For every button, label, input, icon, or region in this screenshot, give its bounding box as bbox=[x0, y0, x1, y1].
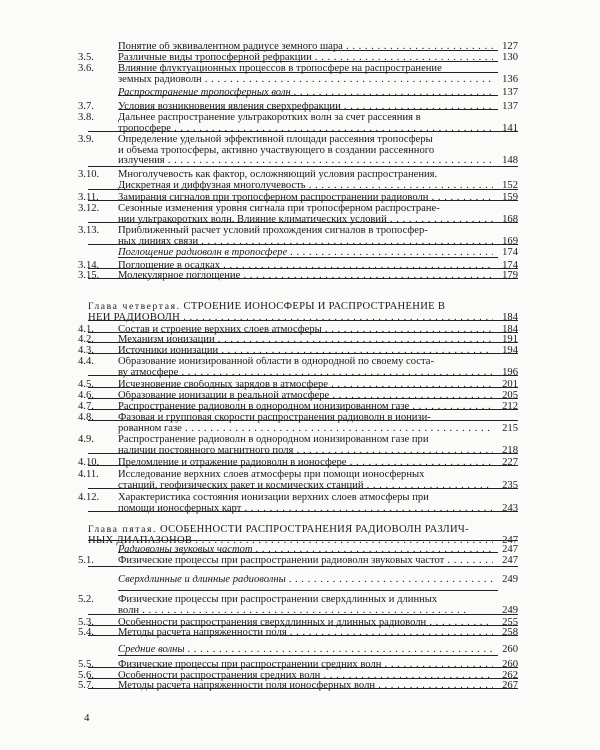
entry-title bbox=[118, 271, 493, 282]
entry-line: излучения bbox=[118, 156, 165, 166]
rule-line bbox=[88, 453, 518, 454]
entry-line: Состав и строение верхних слоев атмосферы bbox=[118, 325, 322, 335]
entry-line: и объема тропосферы, активно участвующего в создании рассеянного bbox=[118, 145, 435, 156]
page-ref: 258 bbox=[502, 627, 518, 638]
chapter-label: Глава пятая. bbox=[88, 525, 158, 535]
section-number: 5.5. bbox=[78, 659, 94, 670]
rule-line bbox=[88, 688, 518, 689]
entry-line: Условия возникновения явления сверхрефракции bbox=[118, 102, 341, 112]
page-ref: 212 bbox=[502, 401, 518, 412]
chapter-label: Глава четвертая. bbox=[88, 302, 181, 312]
subsection-title bbox=[118, 88, 493, 99]
rule-line bbox=[88, 465, 518, 466]
entry-line: тропосфере bbox=[118, 123, 171, 134]
page-ref: 205 bbox=[502, 390, 518, 401]
page-ref: 191 bbox=[502, 334, 518, 345]
page-ref: 136 bbox=[502, 73, 518, 85]
entry-line: Фазовая и групповая скорости распространения радиоволн в ионизи- bbox=[118, 413, 431, 423]
section-number: 4.7. bbox=[78, 401, 94, 412]
page-ref: 262 bbox=[502, 670, 518, 681]
section-number: 4.9. bbox=[78, 434, 94, 445]
page-ref: 243 bbox=[502, 502, 518, 514]
subsection-title bbox=[118, 575, 493, 586]
page-ref: 196 bbox=[502, 366, 518, 378]
entry-line: Методы расчета напряженности поля ионосферных волн bbox=[118, 681, 376, 691]
entry-line: Методы расчета напряженности поля bbox=[118, 628, 287, 638]
entry-line: станций, геофизических ракет и космических станций bbox=[118, 480, 364, 491]
rule-line bbox=[88, 635, 518, 636]
page-ref: 235 bbox=[502, 479, 518, 491]
rule-line bbox=[118, 655, 498, 656]
entry-line: Характеристика состояния ионизации верхних слоев атмосферы при bbox=[118, 493, 429, 503]
entry-line: Распространение радиоволн в однородном ионизированном газе при bbox=[118, 435, 429, 445]
rule-line bbox=[88, 566, 518, 567]
entry-line: Особенности распространения средних волн bbox=[118, 671, 321, 681]
rule-line bbox=[88, 189, 518, 190]
entry-line: Механизм ионизации bbox=[118, 335, 215, 345]
rule-line bbox=[118, 95, 498, 96]
rule-line bbox=[88, 375, 518, 376]
section-number: 3.9. bbox=[78, 134, 94, 145]
section-number: 5.7. bbox=[78, 680, 94, 691]
page-ref: 184 bbox=[502, 324, 518, 335]
entry-line: нии ультракоротких волн. Влияние климатических условий bbox=[118, 214, 387, 225]
entry-title bbox=[118, 391, 493, 402]
page-ref: 215 bbox=[502, 422, 518, 434]
section-number: 3.8. bbox=[78, 112, 94, 123]
page-ref: 247 bbox=[502, 544, 518, 555]
page-ref: 260 bbox=[502, 644, 518, 655]
section-number: 4.2. bbox=[78, 334, 94, 345]
entry-line: Образование ионизации в реальной атмосфере bbox=[118, 391, 330, 401]
page-ref: 201 bbox=[502, 379, 518, 390]
entry-title bbox=[118, 595, 493, 616]
section-number: 3.15. bbox=[78, 270, 100, 281]
rule-line bbox=[88, 398, 518, 399]
entry-line: Средние волны bbox=[118, 645, 185, 655]
section-number: 4.11. bbox=[78, 469, 99, 480]
entry-title bbox=[118, 335, 493, 346]
entry-title bbox=[118, 193, 493, 204]
entry-line: Физические процессы при распространении радиоволн звуковых частот bbox=[118, 556, 445, 566]
chapter-title bbox=[88, 525, 493, 546]
page-ref: 247 bbox=[502, 555, 518, 566]
page-ref: 137 bbox=[502, 101, 518, 112]
page-ref: 159 bbox=[502, 192, 518, 203]
entry-line: волн bbox=[118, 605, 140, 616]
section-number: 3.14. bbox=[78, 260, 100, 271]
page-ref: 169 bbox=[502, 235, 518, 247]
page-ref: 260 bbox=[502, 659, 518, 670]
entry-line: ОСОБЕННОСТИ РАСПРОСТРАНЕНИЯ РАДИОВОЛН РАЗЛИЧ- bbox=[160, 525, 469, 535]
rule-line bbox=[88, 200, 518, 201]
entry-line: Многолучевость как фактор, осложняющий условия распространения. bbox=[118, 170, 438, 180]
section-number: 3.5. bbox=[78, 52, 94, 63]
rule-line bbox=[88, 332, 518, 333]
section-number: 4.8. bbox=[78, 412, 94, 423]
section-number: 3.12. bbox=[78, 203, 100, 214]
entry-line: Замирания сигналов при тропосферном распространении радиоволн bbox=[118, 193, 429, 203]
entry-line: ных линиях связи bbox=[118, 236, 199, 247]
entry-title bbox=[118, 346, 493, 357]
page-ref: 174 bbox=[502, 247, 518, 258]
section-number: 5.6. bbox=[78, 670, 94, 681]
rule-line bbox=[88, 342, 518, 343]
entry-title bbox=[118, 135, 493, 167]
subsection-title bbox=[118, 545, 493, 556]
entry-line: наличии постоянного магнитного поля bbox=[118, 445, 294, 456]
entry-line: Дискретная и диффузная многолучевость bbox=[118, 180, 306, 191]
entry-line: НЫХ ДИАПАЗОНОВ bbox=[88, 535, 193, 546]
rule-line bbox=[118, 590, 498, 591]
entry-line: Молекулярное поглощение bbox=[118, 271, 241, 281]
entry-line: рованном газе bbox=[118, 423, 182, 434]
rule-line bbox=[88, 667, 518, 668]
rule-line bbox=[88, 614, 518, 615]
page-ref: 194 bbox=[502, 345, 518, 356]
section-number: 3.11. bbox=[78, 192, 99, 203]
rule-line bbox=[88, 409, 518, 410]
entry-line: Понятие об эквивалентном радиусе земного шара bbox=[118, 42, 343, 52]
rule-line bbox=[88, 166, 518, 167]
page-ref: 184 bbox=[502, 311, 518, 323]
section-number: 5.1. bbox=[78, 555, 94, 566]
entry-title bbox=[118, 170, 493, 191]
entry-title bbox=[118, 380, 493, 391]
section-number: 5.3. bbox=[78, 617, 94, 628]
rule-line bbox=[88, 420, 518, 421]
entry-line: ву атмосфере bbox=[118, 367, 179, 378]
entry-title bbox=[118, 102, 493, 113]
entry-line: земных радиоволн bbox=[118, 74, 202, 85]
entry-line: Физические процессы при распространении средних волн bbox=[118, 660, 382, 670]
page-ref: 130 bbox=[502, 52, 518, 63]
section-number: 4.5. bbox=[78, 379, 94, 390]
page-ref: 174 bbox=[502, 260, 518, 271]
rule-line bbox=[88, 222, 518, 223]
entry-title bbox=[118, 681, 493, 692]
rule-line bbox=[88, 320, 518, 321]
page-ref: 267 bbox=[502, 680, 518, 691]
page-ref: 141 bbox=[502, 122, 518, 134]
entry-line: Радиоволны звуковых частот bbox=[118, 545, 253, 555]
entry-line: Поглощение радиоволн в тропосфере bbox=[118, 248, 288, 258]
rule-line bbox=[118, 109, 498, 110]
page-ref: 249 bbox=[502, 574, 518, 585]
entry-line: Поглощение в осадках bbox=[118, 261, 221, 271]
rule-line bbox=[88, 278, 518, 279]
section-number: 3.7. bbox=[78, 101, 94, 112]
entry-title bbox=[118, 618, 493, 629]
section-number: 4.1. bbox=[78, 324, 94, 335]
rule-line bbox=[88, 540, 518, 541]
page-ref: 247 bbox=[502, 534, 518, 546]
page-ref: 218 bbox=[502, 444, 518, 456]
page-ref: 137 bbox=[502, 87, 518, 98]
page-number: 4 bbox=[84, 712, 90, 724]
entry-title bbox=[118, 458, 493, 469]
entry-line: Источники ионизации bbox=[118, 346, 219, 356]
rule-line bbox=[118, 552, 498, 553]
rule-line bbox=[88, 244, 518, 245]
section-number: 4.10. bbox=[78, 457, 100, 468]
entry-line: НЕЙ РАДИОВОЛН bbox=[88, 312, 181, 323]
entry-line: Различные виды тропосферной рефракции bbox=[118, 53, 312, 63]
section-number: 3.10. bbox=[78, 169, 100, 180]
entry-title bbox=[118, 628, 493, 639]
entry-title bbox=[118, 413, 493, 434]
rule-line bbox=[118, 50, 498, 51]
rule-line bbox=[88, 387, 518, 388]
entry-title bbox=[118, 402, 493, 413]
rule-line bbox=[88, 131, 518, 132]
entry-line: Распространение радиоволн в однородном ионизированном газе bbox=[118, 402, 410, 412]
rule-line bbox=[88, 268, 518, 269]
entry-line: Сезонные изменения уровня сигнала при тропосферном распростране- bbox=[118, 204, 440, 214]
entry-line: Влияние флуктуационных процессов в тропосфере на распространение bbox=[118, 64, 442, 74]
entry-line: Преломление и отражение радиоволн в ионосфере bbox=[118, 458, 347, 468]
rule-line bbox=[118, 257, 498, 258]
page-ref: 179 bbox=[502, 270, 518, 281]
entry-line: Распространение тропосферных волн bbox=[118, 88, 291, 98]
page-ref: 227 bbox=[502, 457, 518, 468]
entry-line: Особенности распространения сверхдлинных и длинных радиоволн bbox=[118, 618, 427, 628]
entry-line: Образование ионизированной области в однородной по своему соста- bbox=[118, 357, 434, 367]
section-number: 4.6. bbox=[78, 390, 94, 401]
entry-line: помощи ионосферных карт bbox=[118, 503, 242, 514]
section-number: 4.3. bbox=[78, 345, 94, 356]
entry-title bbox=[118, 64, 493, 85]
section-number: 5.4. bbox=[78, 627, 94, 638]
page-ref: 168 bbox=[502, 213, 518, 225]
page-ref: 255 bbox=[502, 617, 518, 628]
page-ref: 148 bbox=[502, 155, 518, 166]
rule-line bbox=[88, 625, 518, 626]
entry-title bbox=[118, 556, 493, 567]
entry-line: Дальнее распространение ультракоротких волн за счет рассеяния в bbox=[118, 113, 421, 123]
page-ref: 249 bbox=[502, 604, 518, 616]
entry-line: Физические процессы при распространении сверхдлинных и длинных bbox=[118, 595, 438, 605]
entry-title bbox=[118, 325, 493, 336]
entry-line: Сверхдлинные и длинные радиоволны bbox=[118, 575, 286, 585]
section-number: 4.12. bbox=[78, 492, 100, 503]
section-number: 3.13. bbox=[78, 225, 100, 236]
entry-title bbox=[118, 660, 493, 671]
entry-line: Исследование верхних слоев атмосферы при помощи ионосферных bbox=[118, 470, 425, 480]
entry-title bbox=[118, 261, 493, 272]
entry-title bbox=[118, 671, 493, 682]
section-number: 3.6. bbox=[78, 63, 94, 74]
page-ref: 127 bbox=[502, 41, 518, 52]
rule-line bbox=[88, 353, 518, 354]
rule-line bbox=[118, 72, 498, 73]
rule-line bbox=[118, 61, 498, 62]
rule-line bbox=[88, 511, 518, 512]
entry-line: Определение удельной эффективной площади рассеяния тропосферы bbox=[118, 135, 433, 145]
entry-line: Приближенный расчет условий прохождения сигналов в тропосфер- bbox=[118, 226, 428, 236]
section-number: 4.4. bbox=[78, 356, 94, 367]
rule-line bbox=[88, 678, 518, 679]
entry-line: Исчезновение свободных зарядов в атмосфере bbox=[118, 380, 328, 390]
entry-line: СТРОЕНИЕ ИОНОСФЕРЫ И РАСПРОСТРАНЕНИЕ В bbox=[183, 302, 446, 312]
rule-line bbox=[88, 488, 518, 489]
page-ref: 152 bbox=[502, 179, 518, 191]
subsection-title bbox=[118, 645, 493, 656]
section-number: 5.2. bbox=[78, 594, 94, 605]
